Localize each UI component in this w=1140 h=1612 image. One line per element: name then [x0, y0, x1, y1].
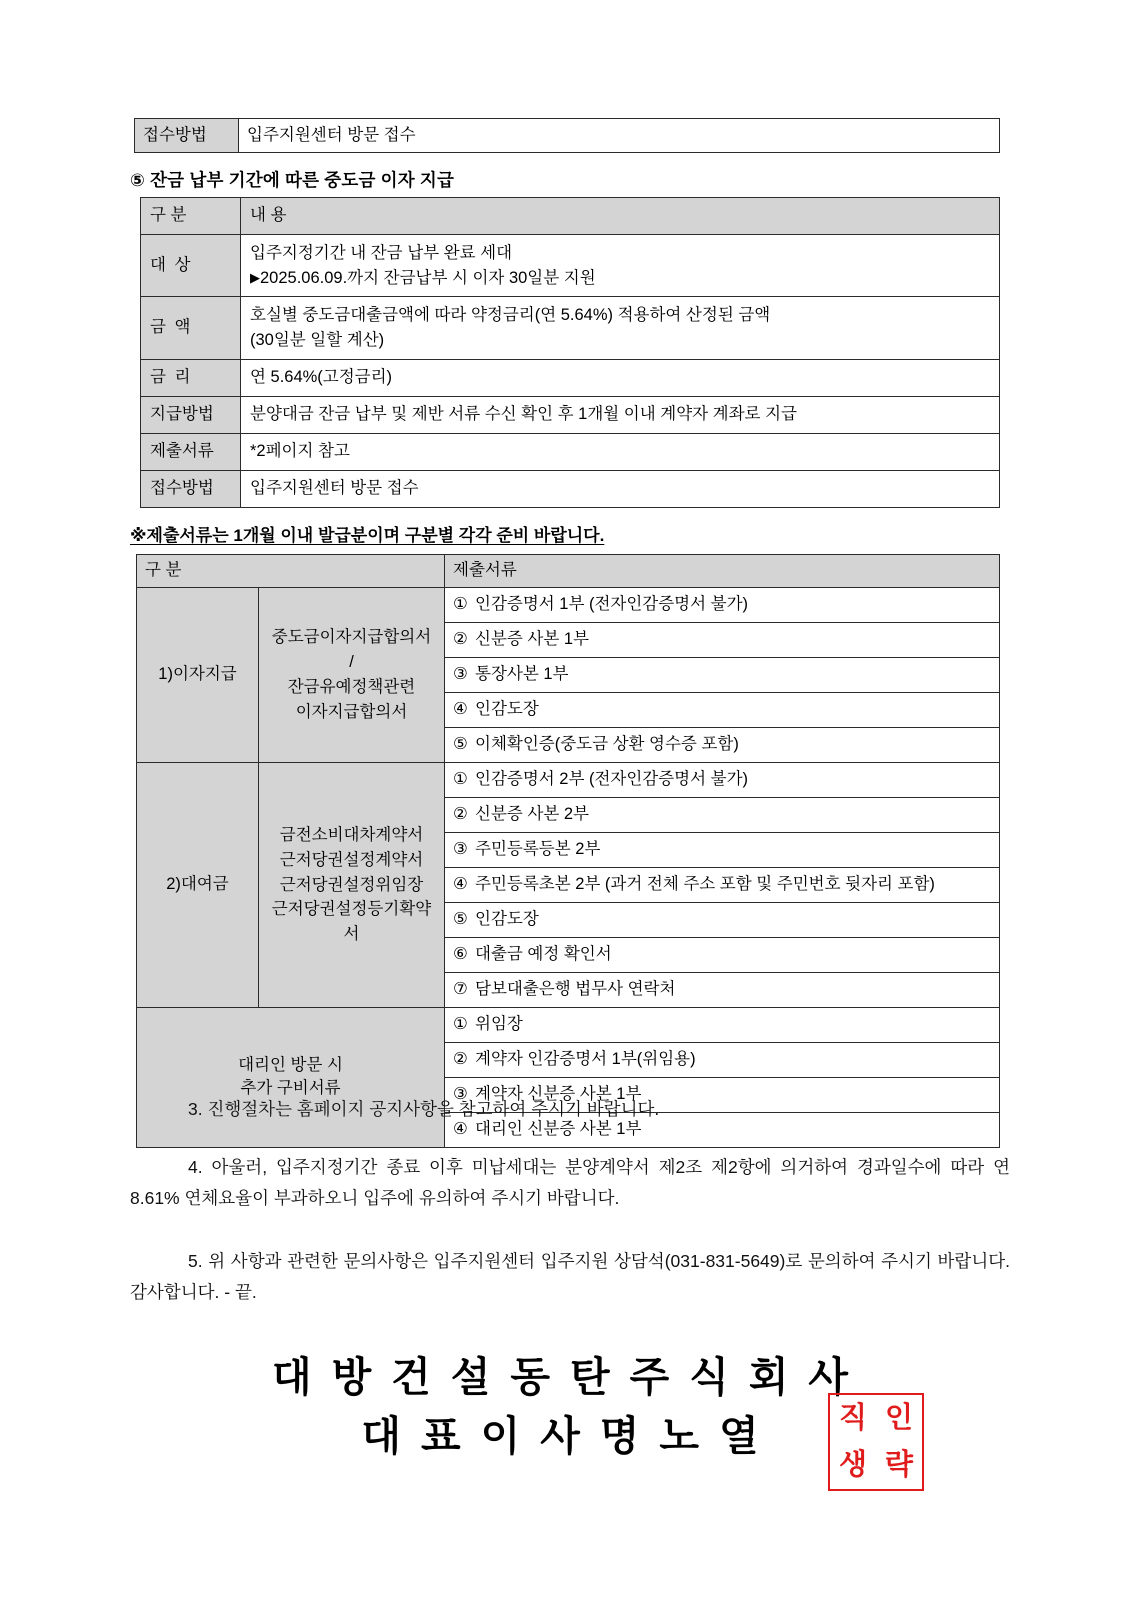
stamp-char-4: 략 [884, 1449, 913, 1481]
interest-row-value-target [241, 234, 1000, 297]
docs-item [445, 692, 1000, 727]
docs-header-col1: 구 분 [137, 555, 445, 588]
stamp-char-2: 인 [884, 1402, 913, 1434]
docs-header-col2: 제출서류 [445, 555, 1000, 588]
table-header-row [141, 198, 1000, 235]
paragraph-3 [130, 1094, 1010, 1125]
interest-row-value-docs: *2페이지 참고 [241, 433, 1000, 470]
item-number: ③ [453, 839, 468, 858]
item-text: 담보대출은행 법무사 연락처 [475, 979, 676, 998]
interest-payment-table [140, 197, 1000, 508]
item-number: ⑤ [453, 909, 468, 928]
documents-note: ※제출서류는 1개월 이내 발급분이며 구분별 각각 준비 바랍니다. [130, 526, 605, 545]
paragraph-5 [130, 1246, 1010, 1307]
interest-row-label-target: 대 상 [141, 234, 241, 297]
docs-item [445, 587, 1000, 622]
docs-item [445, 797, 1000, 832]
required-documents-table [136, 554, 1000, 1148]
table-row [141, 359, 1000, 396]
item-text: 신분증 사본 2부 [475, 804, 589, 823]
item-number: ④ [453, 874, 468, 893]
amount-line-1: 호실별 중도금대출금액에 따라 약정금리(연 5.64%) 적용하여 산정된 금액 [250, 306, 771, 325]
docs-item [445, 832, 1000, 867]
item-text: 인감증명서 2부 (전자인감증명서 불가) [475, 769, 749, 788]
group-2-form-line-1: 금전소비대차계약서 [279, 826, 424, 845]
item-text: 계약자 신분증 사본 1부 [475, 1084, 642, 1103]
receipt-label: 접수방법 [135, 119, 239, 153]
interest-row-label-docs: 제출서류 [141, 433, 241, 470]
table-row [141, 470, 1000, 507]
group-3-name-line-2: 추가 구비서류 [240, 1079, 341, 1098]
section-heading-5: ⑤ 잔금 납부 기간에 따른 중도금 이자 지급 [130, 170, 455, 190]
table-row [137, 587, 1000, 622]
table-row [137, 1007, 1000, 1042]
docs-group-1-forms [259, 587, 445, 762]
docs-group-2-name: 2)대여금 [137, 762, 259, 1007]
group-1-form-line-4: 이자지급합의서 [295, 702, 408, 721]
table-row [141, 396, 1000, 433]
item-text: 주민등록등본 2부 [475, 839, 601, 858]
table-header-row [137, 555, 1000, 588]
paragraph-4-text: 4. 아울러, 입주지정기간 종료 이후 미납세대는 분양계약서 제2조 제2항에 의거하여 경과일수에 따라 연 8.61% 연체요율이 부과하오니 입주에 유의하여 주시기 바랍니다. [130, 1157, 1010, 1208]
interest-row-label-rate: 금 리 [141, 359, 241, 396]
item-text: 인감도장 [475, 909, 539, 928]
table-row [141, 234, 1000, 297]
item-number: ① [453, 594, 468, 613]
stamp-char-1: 직 [838, 1402, 867, 1434]
item-number: ⑦ [453, 979, 468, 998]
table-row [137, 762, 1000, 797]
interest-row-value-rate: 연 5.64%(고정금리) [241, 359, 1000, 396]
docs-group-3-name [137, 1007, 445, 1147]
item-text: 인감증명서 1부 (전자인감증명서 불가) [475, 594, 749, 613]
item-number: ⑤ [453, 734, 468, 753]
docs-group-1-name: 1)이자지급 [137, 587, 259, 762]
item-number: ② [453, 629, 468, 648]
representative-name: 대표이사명노열 [361, 1413, 779, 1460]
item-number: ② [453, 804, 468, 823]
table-row [141, 297, 1000, 360]
item-number: ⑥ [453, 944, 468, 963]
docs-item [445, 972, 1000, 1007]
interest-row-value-amount [241, 297, 1000, 360]
table-row [135, 119, 1000, 153]
docs-item [445, 622, 1000, 657]
item-number: ① [453, 769, 468, 788]
stamp-char-3: 생 [838, 1449, 867, 1481]
company-name: 대방건설동탄주식회사 [271, 1354, 869, 1400]
receipt-method-table [134, 118, 1000, 153]
docs-item [445, 937, 1000, 972]
item-number: ③ [453, 664, 468, 683]
group-2-form-line-2: 근저당권설정계약서 [279, 850, 424, 869]
docs-item [445, 1007, 1000, 1042]
group-1-form-line-1: 중도금이자지급합의서 [271, 628, 432, 647]
group-1-form-line-2: / [349, 653, 354, 672]
docs-group-2-forms [259, 762, 445, 1007]
docs-item [445, 762, 1000, 797]
item-text: 대출금 예정 확인서 [475, 944, 612, 963]
item-text: 신분증 사본 1부 [475, 629, 589, 648]
docs-item [445, 1042, 1000, 1077]
paragraph-5-text: 5. 위 사항과 관련한 문의사항은 입주지원센터 입주지원 상담석(031-831-5649)로 문의하여 주시기 바랍니다. 감사합니다. - 끝. [130, 1251, 1010, 1302]
item-text: 이체확인증(중도금 상환 영수증 포함) [475, 734, 739, 753]
group-2-form-line-3: 근저당권설정위임장 [279, 875, 424, 894]
group-1-form-line-3: 잔금유예정책관련 [287, 677, 416, 696]
group-3-name-line-1: 대리인 방문 시 [238, 1055, 343, 1074]
target-line-1: 입주지정기간 내 잔금 납부 완료 세대 [250, 243, 513, 262]
target-line-2 [250, 266, 990, 291]
group-2-form-line-4: 근저당권설정등기확약서 [271, 900, 432, 944]
interest-row-label-method: 지급방법 [141, 396, 241, 433]
item-text: 주민등록초본 2부 (과거 전체 주소 포함 및 주민번호 뒷자리 포함) [475, 874, 935, 893]
item-number: ① [453, 1014, 468, 1033]
receipt-value: 입주지원센터 방문 접수 [239, 119, 1000, 153]
docs-item [445, 657, 1000, 692]
item-number: ④ [453, 1119, 468, 1138]
amount-line-2: (30일분 일할 계산) [250, 331, 385, 350]
item-number: ② [453, 1049, 468, 1068]
docs-item [445, 902, 1000, 937]
docs-item [445, 727, 1000, 762]
paragraph-4 [130, 1152, 1010, 1213]
table-row [141, 433, 1000, 470]
interest-header-col2: 내 용 [241, 198, 1000, 235]
seal-omitted-stamp [828, 1393, 924, 1491]
interest-row-label-amount: 금 액 [141, 297, 241, 360]
item-text: 통장사본 1부 [475, 664, 569, 683]
item-text: 대리인 신분증 사본 1부 [475, 1119, 642, 1138]
paragraph-3-text: 3. 진행절차는 홈페이지 공지사항을 참고하여 주시기 바랍니다. [188, 1099, 660, 1119]
interest-row-value-receipt: 입주지원센터 방문 접수 [241, 470, 1000, 507]
item-text: 계약자 인감증명서 1부(위임용) [475, 1049, 696, 1068]
item-number: ③ [453, 1084, 468, 1103]
interest-row-value-method: 분양대금 잔금 납부 및 제반 서류 수신 확인 후 1개월 이내 계약자 계좌로 지급 [241, 396, 1000, 433]
triangle-bullet-icon: ▶ [250, 269, 260, 285]
item-text: 위임장 [475, 1014, 523, 1033]
target-line-2-text: 2025.06.09.까지 잔금납부 시 이자 30일분 지원 [260, 268, 596, 287]
item-number: ④ [453, 699, 468, 718]
interest-row-label-receipt: 접수방법 [141, 470, 241, 507]
interest-header-col1: 구 분 [141, 198, 241, 235]
docs-item [445, 867, 1000, 902]
item-text: 인감도장 [475, 699, 539, 718]
